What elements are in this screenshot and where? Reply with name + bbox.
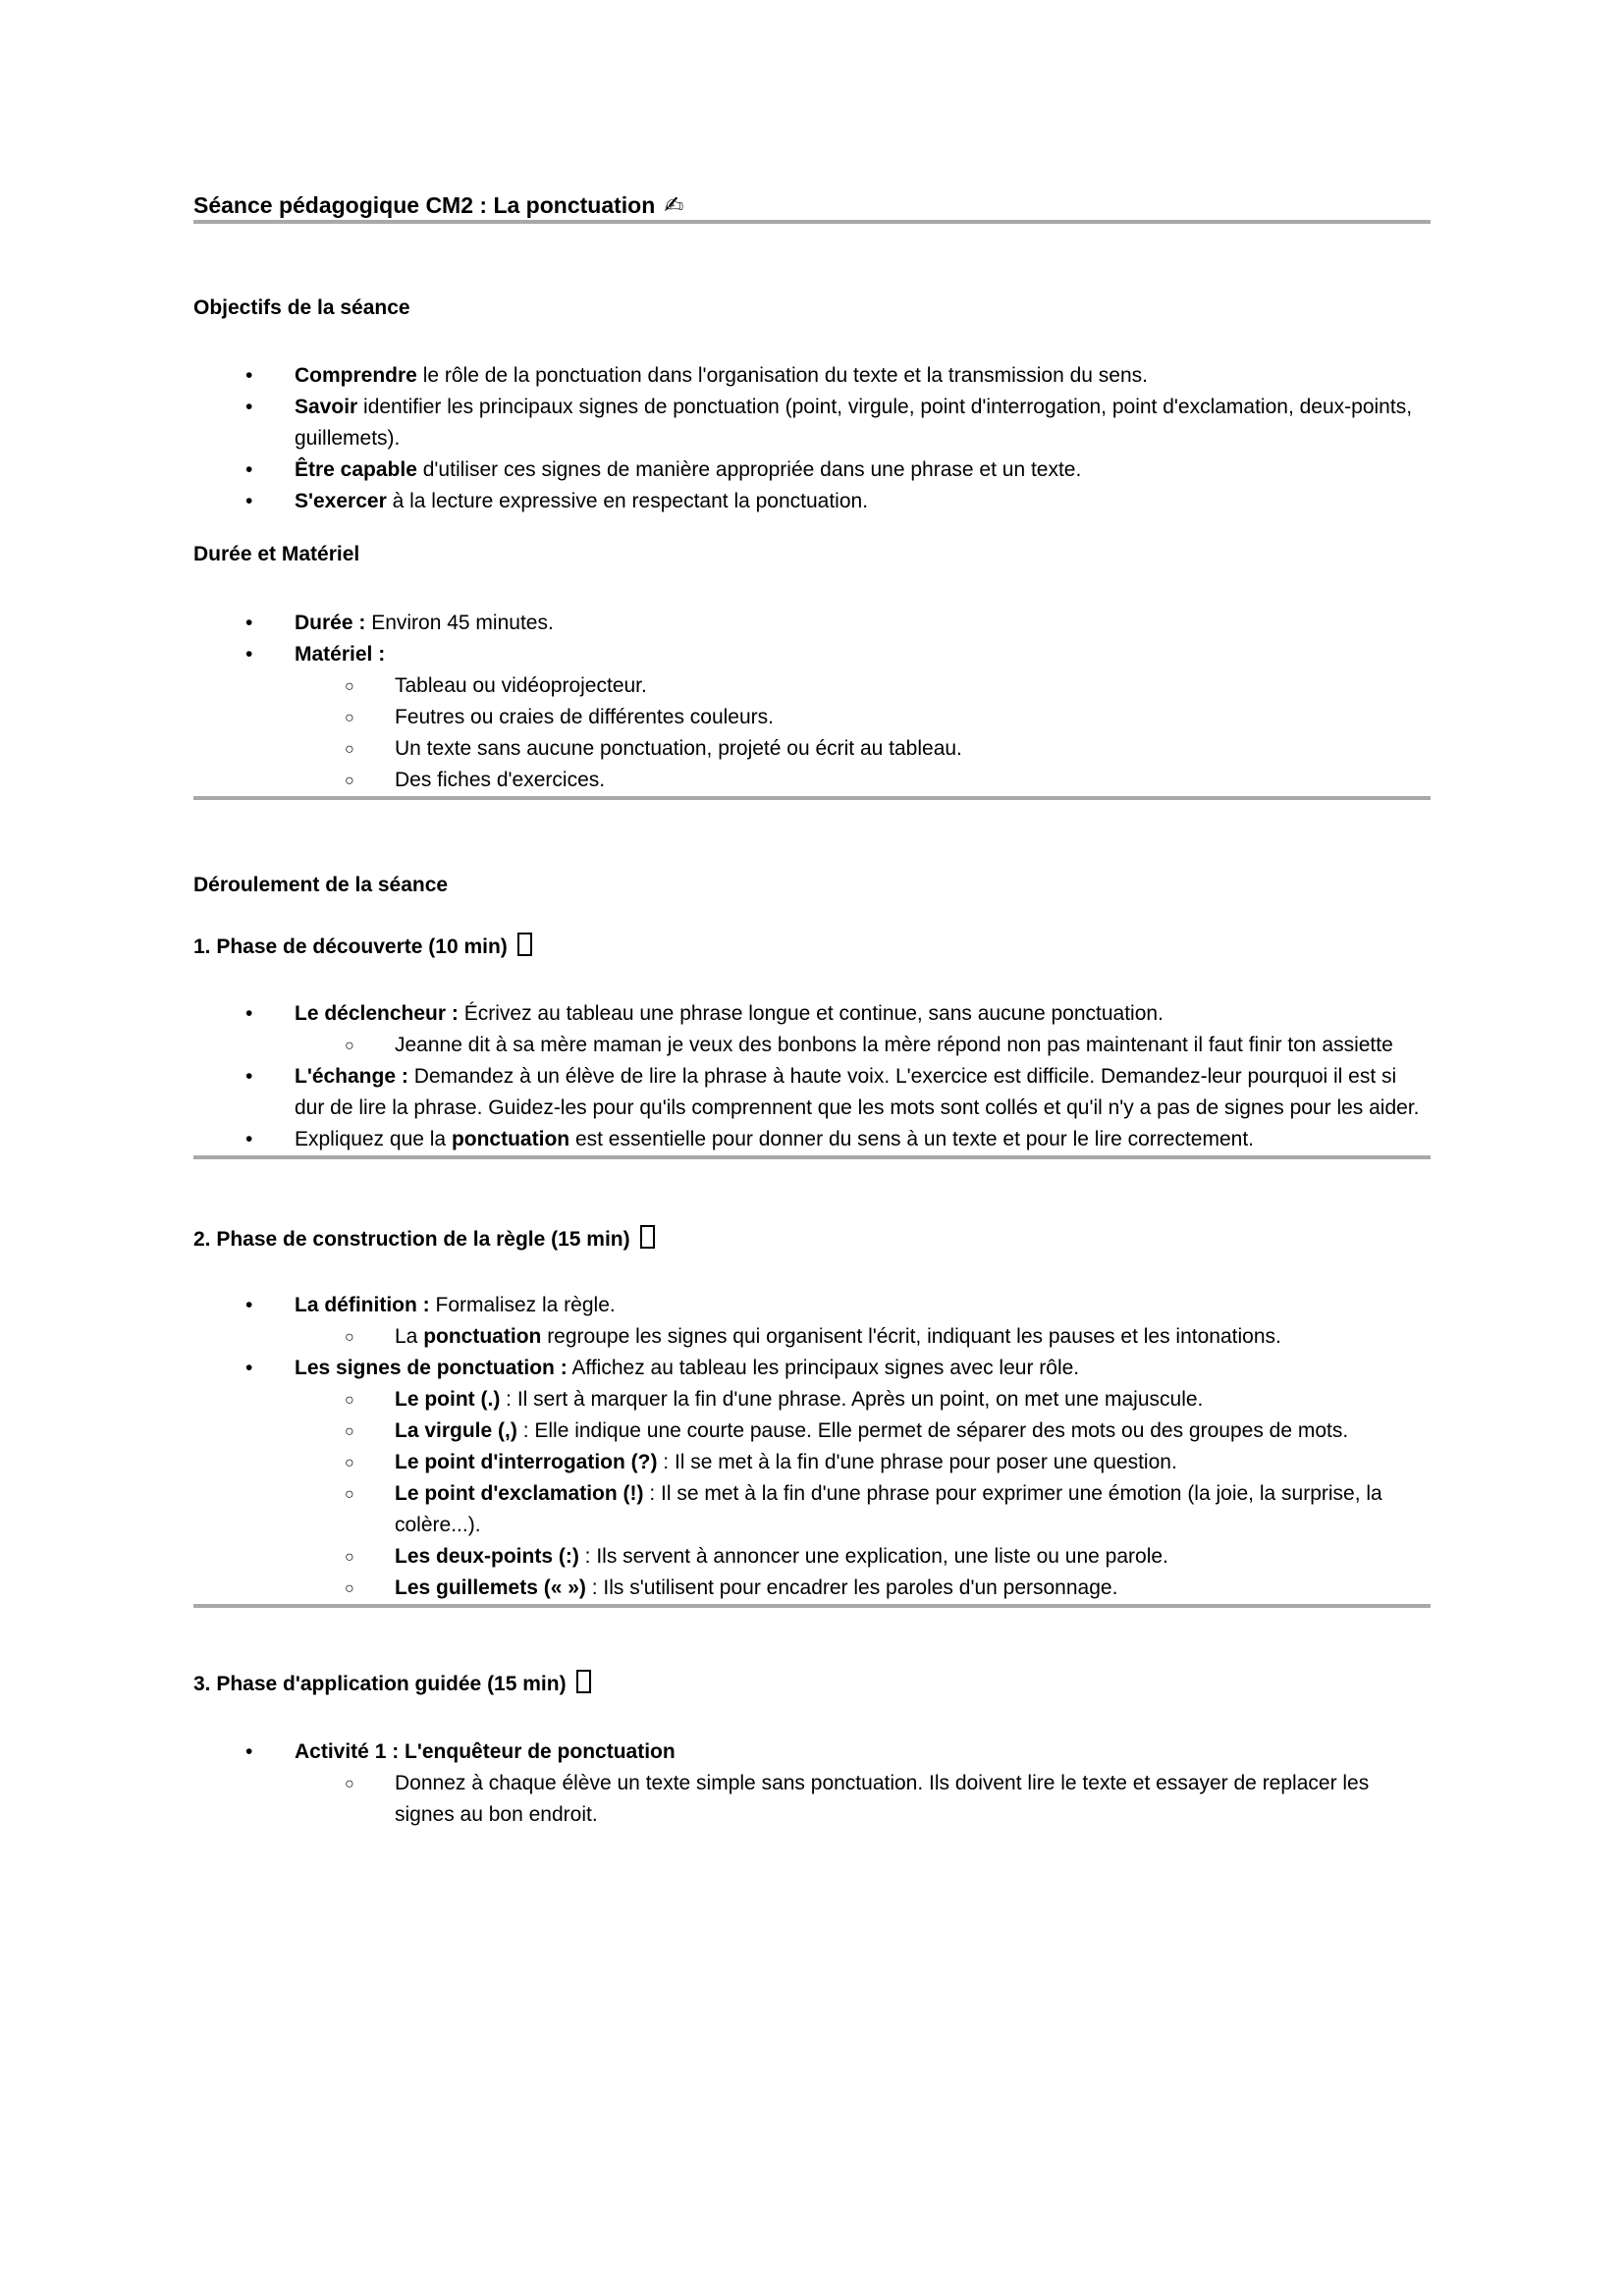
list-item (295, 1768, 1431, 1831)
phase1-list (193, 998, 1431, 1155)
list-item (193, 1353, 1431, 1604)
item-text: d'utiliser ces signes de manière appropriée dans une phrase et un texte. (416, 458, 1082, 481)
list-item (295, 702, 1431, 733)
list-item (193, 1290, 1431, 1353)
declencheur-sublist (295, 1030, 1431, 1061)
item-text: Affichez au tableau les principaux signes avec leur rôle. (567, 1357, 1080, 1379)
item-lead: L'échange : (295, 1065, 408, 1088)
list-item (193, 360, 1431, 392)
item-lead: S'exercer (295, 490, 387, 512)
list-item (193, 639, 1431, 796)
item-lead: Les signes de ponctuation : (295, 1357, 568, 1379)
missing-emoji-box (517, 933, 532, 956)
item-lead: Comprendre (295, 364, 417, 387)
activite-sublist (295, 1768, 1431, 1831)
list-item (193, 1124, 1431, 1155)
heading-text: 2. Phase de construction de la règle (15 min) (193, 1228, 630, 1251)
item-lead: Être capable (295, 458, 417, 481)
missing-emoji-box (576, 1670, 591, 1693)
page-title (193, 191, 1431, 220)
heading-text: 1. Phase de découverte (10 min) (193, 935, 508, 958)
page-title-text: Séance pédagogique CM2 : La ponctuation (193, 192, 656, 218)
heading-deroulement: Déroulement de la séance (193, 874, 449, 896)
heading-text: 3. Phase d'application guidée (15 min) (193, 1673, 567, 1695)
heading-phase1 (193, 932, 1431, 963)
list-item (295, 1321, 1431, 1353)
item-bold: ponctuation (451, 1128, 570, 1150)
item-text: : Ils servent à annoncer une explication, une liste ou une parole. (578, 1545, 1168, 1568)
list-item (295, 1541, 1431, 1573)
heading-duree-materiel: Durée et Matériel (193, 543, 360, 565)
item-text: Jeanne dit à sa mère maman je veux des bonbons la mère répond non pas maintenant il faut finir ton assiette (395, 1034, 1393, 1056)
list-item (295, 1478, 1431, 1541)
list-item (295, 1447, 1431, 1478)
item-text: : Elle indique une courte pause. Elle permet de séparer des mots ou des groupes de mots. (516, 1419, 1349, 1442)
item-text: le rôle de la ponctuation dans l'organisation du texte et la transmission du sens. (416, 364, 1148, 387)
objectifs-list (193, 360, 1431, 517)
list-item (295, 733, 1431, 765)
item-text: : Il se met à la fin d'une phrase pour poser une question. (657, 1451, 1177, 1473)
item-text: : Il sert à marquer la fin d'une phrase. Après un point, on met une majuscule. (500, 1388, 1204, 1411)
section-divider (193, 796, 1431, 800)
item-lead: Durée : (295, 612, 366, 634)
item-text: : Ils s'utilisent pour encadrer les paroles d'un personnage. (585, 1576, 1118, 1599)
item-text: : Il se met à la fin d'une phrase pour exprimer une émotion (la joie, la surprise, la colère...). (395, 1482, 1382, 1536)
list-item (193, 1736, 1431, 1831)
heading-phase2 (193, 1224, 1431, 1255)
list-item (193, 392, 1431, 454)
list-item (193, 608, 1431, 639)
document-content (0, 191, 1624, 1831)
item-lead: Les deux-points (:) (395, 1545, 579, 1568)
item-text: regroupe les signes qui organisent l'écrit, indiquant les pauses et les intonations. (541, 1325, 1281, 1348)
section-divider (193, 1604, 1431, 1608)
materiel-sublist (295, 670, 1431, 796)
item-text: La (395, 1325, 424, 1348)
item-text: est essentielle pour donner du sens à un texte et pour le lire correctement. (569, 1128, 1255, 1150)
item-text: Environ 45 minutes. (365, 612, 554, 634)
item-lead: Matériel : (295, 643, 386, 666)
section-divider (193, 220, 1431, 224)
item-text: Donnez à chaque élève un texte simple sans ponctuation. Ils doivent lire le texte et essayer de replacer les signes au bon endroit. (395, 1772, 1370, 1826)
definition-sublist (295, 1321, 1431, 1353)
item-text: Tableau ou vidéoprojecteur. (395, 674, 647, 697)
item-text: Un texte sans aucune ponctuation, projeté ou écrit au tableau. (395, 737, 962, 760)
item-lead: La définition : (295, 1294, 430, 1316)
phase3-list (193, 1736, 1431, 1831)
list-item (193, 486, 1431, 517)
signes-sublist (295, 1384, 1431, 1604)
section-divider (193, 1155, 1431, 1159)
item-lead: Le point d'interrogation (?) (395, 1451, 658, 1473)
item-lead: Le point (.) (395, 1388, 501, 1411)
list-item (295, 765, 1431, 796)
item-bold: ponctuation (423, 1325, 542, 1348)
item-text: Formalisez la règle. (429, 1294, 616, 1316)
item-text: Des fiches d'exercices. (395, 769, 606, 791)
item-text: identifier les principaux signes de ponctuation (point, virgule, point d'interrogation, point d'exclamation, deux-points, guillemets). (295, 396, 1413, 450)
list-item (193, 998, 1431, 1061)
item-text: Demandez à un élève de lire la phrase à haute voix. L'exercice est difficile. Demandez-leur pourquoi il est si dur de lire la phrase. Guidez-les pour qu'ils comprennent que les mots sont collés et qu'il n'y a pas de signes pour les aider. (295, 1065, 1420, 1119)
duree-materiel-list (193, 608, 1431, 796)
item-text: Écrivez au tableau une phrase longue et continue, sans aucune ponctuation. (458, 1002, 1164, 1025)
item-lead: Savoir (295, 396, 358, 418)
list-item (295, 1415, 1431, 1447)
item-lead: La virgule (,) (395, 1419, 517, 1442)
item-lead: Le déclencheur : (295, 1002, 459, 1025)
list-item (295, 1384, 1431, 1415)
list-item (295, 1573, 1431, 1604)
list-item (193, 1061, 1431, 1124)
missing-emoji-box (640, 1225, 655, 1249)
item-text: à la lecture expressive en respectant la ponctuation. (386, 490, 869, 512)
heading-objectifs: Objectifs de la séance (193, 296, 410, 319)
list-item (295, 1030, 1431, 1061)
item-lead: Les guillemets (« ») (395, 1576, 586, 1599)
list-item (193, 454, 1431, 486)
item-text: Expliquez que la (295, 1128, 452, 1150)
phase2-list (193, 1290, 1431, 1604)
writing-hand-icon: ✍ (664, 192, 684, 219)
list-item (295, 670, 1431, 702)
heading-phase3 (193, 1669, 1431, 1700)
item-lead: Activité 1 : L'enquêteur de ponctuation (295, 1740, 676, 1763)
item-text: Feutres ou craies de différentes couleurs. (395, 706, 774, 728)
item-lead: Le point d'exclamation (!) (395, 1482, 644, 1505)
